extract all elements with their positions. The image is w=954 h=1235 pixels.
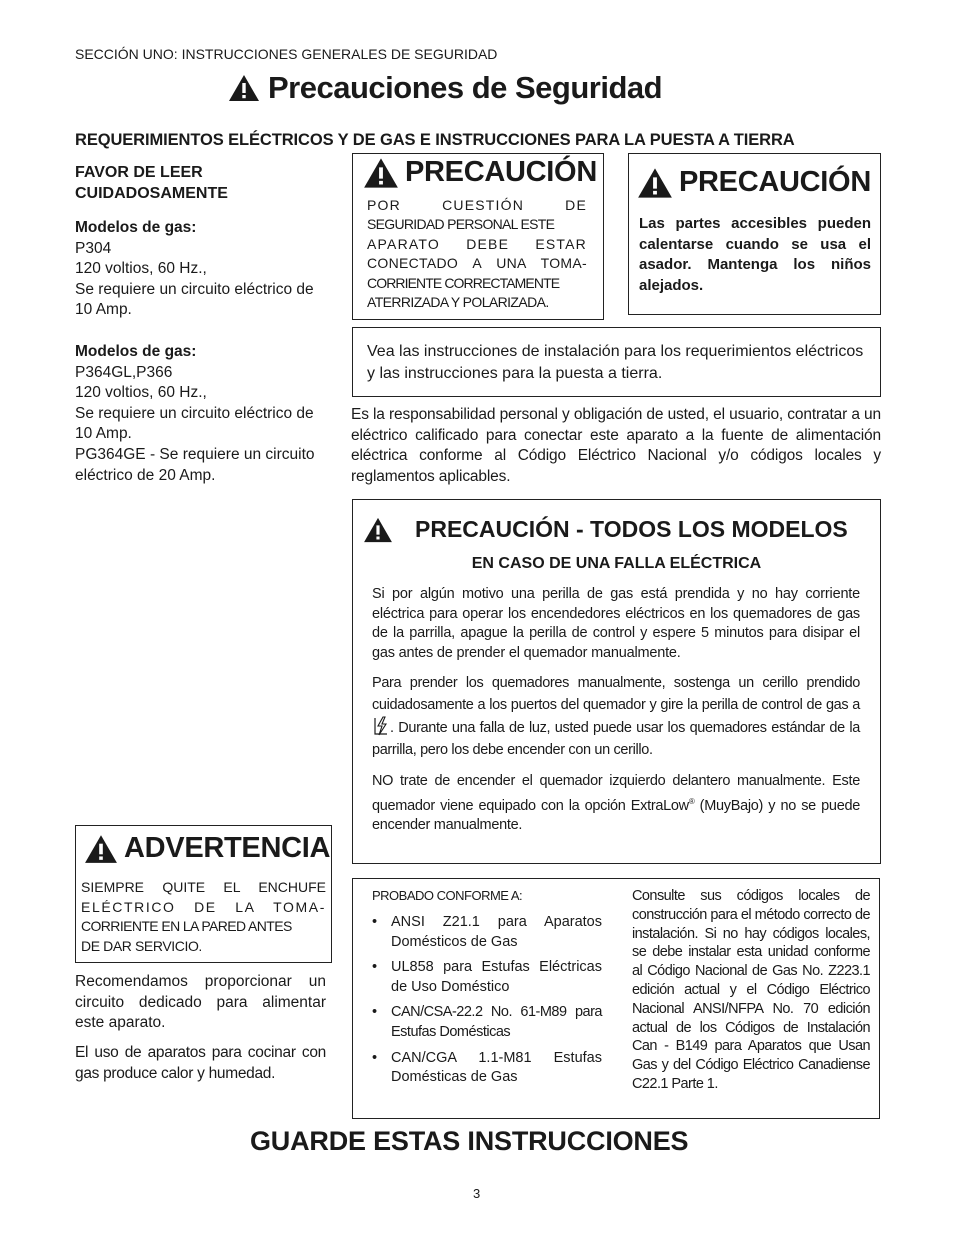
caution-all-paragraph-3 bbox=[372, 772, 860, 836]
model-circuit-line: Se requiere un circuito eléctrico de bbox=[75, 404, 314, 422]
caution-line: CORRIENTE CORRECTAMENTE bbox=[367, 274, 560, 291]
model-circuit-line: 10 Amp. bbox=[75, 301, 132, 319]
model-voltage: 120 voltios, 60 Hz., bbox=[75, 384, 207, 402]
caution-line: SEGURIDAD PERSONAL ESTE bbox=[367, 216, 555, 233]
certification-box bbox=[352, 878, 880, 1119]
caution-line: POR CUESTIÓN DE bbox=[367, 197, 587, 213]
caution-all-heading bbox=[363, 516, 848, 543]
model-circuit-line: Se requiere un circuito eléctrico de bbox=[75, 280, 314, 298]
caution-all-p2-end: . Durante una falla de luz, usted puede usar los quemadores estándar de la parrilla, pero los debe encender con un cerillo. bbox=[372, 720, 860, 758]
warning-line: DE DAR SERVICIO. bbox=[81, 938, 202, 955]
gas-models-block-2 bbox=[75, 342, 335, 486]
caution-box-text bbox=[367, 196, 587, 312]
page-number: 3 bbox=[473, 1186, 481, 1201]
humidity-note: El uso de aparatos para cocinar con gas produce calor y humedad. bbox=[75, 1044, 326, 1082]
caution-box-text: Las partes accesibles pueden calentarse cuando se usa el asador. Mantenga los niños alejados. bbox=[639, 215, 871, 294]
caution-line: ATERRIZADA Y POLARIZADA. bbox=[367, 294, 549, 311]
section-subheading: REQUERIMIENTOS ELÉCTRICOS Y DE GAS E INSTRUCCIONES PARA LA PUESTA A TIERRA bbox=[75, 131, 795, 149]
caution-box-title: PRECAUCIÓN bbox=[405, 156, 597, 188]
caution-line: APARATO DEBE ESTAR bbox=[367, 235, 587, 252]
caution-box-hot-surfaces bbox=[628, 153, 881, 315]
model-number: P364GL,P366 bbox=[75, 363, 173, 381]
certification-item: • CAN/CGA 1.1-M81 Estufas Domésticas de Gas bbox=[372, 1049, 602, 1088]
warning-triangle-icon bbox=[228, 74, 260, 102]
caution-box-grounding bbox=[352, 153, 604, 320]
section-label: SECCIÓN UNO: INSTRUCCIONES GENERALES DE SEGURIDAD bbox=[75, 46, 498, 62]
read-carefully-line1: FAVOR DE LEER bbox=[75, 164, 203, 181]
warning-box-title: ADVERTENCIA bbox=[124, 832, 331, 864]
lightning-bolt-icon bbox=[372, 716, 390, 736]
warning-triangle-icon bbox=[637, 167, 673, 199]
caution-box-all-models bbox=[352, 499, 881, 864]
caution-all-p3-start: NO trate de encender el quemador izquierdo delantero manualmente. Este quemador viene equipado con la opción ExtraLow bbox=[372, 773, 860, 814]
model-circuit-line: 10 Amp. bbox=[75, 425, 132, 443]
model-number: P304 bbox=[75, 239, 112, 257]
warning-box-heading bbox=[84, 832, 330, 865]
warning-line: ELÉCTRICO DE LA TOMA- bbox=[81, 898, 326, 915]
certification-label: PROBADO CONFORME A: bbox=[372, 888, 523, 903]
caution-line: CONECTADO A UNA TOMA- bbox=[367, 255, 587, 272]
registered-mark: ® bbox=[688, 796, 695, 806]
certification-item: • CAN/CSA-22.2 No. 61-M89 para Estufas Domésticas bbox=[372, 1003, 602, 1042]
caution-all-paragraph-2 bbox=[372, 672, 860, 761]
responsibility-paragraph: Es la responsabilidad personal y obligación de usted, el usuario, contratar a un eléctrico calificado para conectar este aparato a la fuente de alimentación eléctrica conforme al Código Eléctrico Nacional y/o códigos locales y reglamentos aplicables. bbox=[351, 406, 881, 485]
caution-all-title: PRECAUCIÓN - TODOS LOS MODELOS bbox=[415, 516, 848, 542]
installation-note-text: Vea las instrucciones de instalación para los requerimientos eléctricos y las instrucciones para la puesta a tierra. bbox=[367, 343, 864, 382]
warning-line: CORRIENTE EN LA PARED ANTES bbox=[81, 918, 292, 935]
caution-all-paragraph-1: Si por algún motivo una perilla de gas está prendida y no hay corriente eléctrica para operar los encendedores eléctricos en los quemadores de gas de la parrilla, apague la perilla de control y espere 5 minutos para disipar el gas antes de prender el quemador manualmente. bbox=[372, 586, 860, 661]
warning-box bbox=[75, 825, 332, 963]
caution-box-heading bbox=[363, 156, 597, 189]
caution-all-p2-start: Para prender los quemadores manualmente, sostenga un cerillo prendido cuidadosamente a los puertos del quemador y gire la perilla de control de gas a bbox=[372, 675, 860, 713]
warning-line: SIEMPRE QUITE EL ENCHUFE bbox=[81, 879, 326, 895]
warning-triangle-icon bbox=[363, 157, 399, 189]
certification-item: • UL858 para Estufas Eléctricas de Uso Doméstico bbox=[372, 958, 602, 997]
warning-box-text bbox=[81, 878, 326, 957]
read-carefully-line2: CUIDADOSAMENTE bbox=[75, 185, 228, 202]
warning-triangle-icon bbox=[84, 834, 118, 864]
local-codes-text: Consulte sus códigos locales de construcción para el método correcto de instalación. Si no hay códigos locales, se debe instalar esta unidad conforme al Código Nacional de Gas No. Z223.1 edición actual y el Código Eléctrico Nacional ANSI/NFPA No. 70 edición actual de los Códigos de Instalación Can - B149 para Aparatos que Usan Gas y del Código Eléctrico Canadiense C22.1 Parte 1. bbox=[632, 888, 870, 1092]
installation-note-box bbox=[352, 327, 881, 397]
certification-item: • ANSI Z21.1 para Aparatos Domésticos de Gas bbox=[372, 913, 602, 952]
save-instructions-title: GUARDE ESTAS INSTRUCCIONES bbox=[250, 1126, 689, 1156]
caution-box-heading bbox=[637, 166, 871, 199]
caution-all-subtitle: EN CASO DE UNA FALLA ELÉCTRICA bbox=[471, 555, 762, 572]
warning-triangle-icon bbox=[363, 517, 393, 543]
read-carefully-heading bbox=[75, 162, 228, 204]
certification-list bbox=[372, 913, 602, 1094]
model-extra-line: eléctrico de 20 Amp. bbox=[75, 466, 216, 484]
models-label: Modelos de gas: bbox=[75, 343, 197, 360]
models-label: Modelos de gas: bbox=[75, 219, 197, 236]
dedicated-circuit-note: Recomendamos proporcionar un circuito dedicado para alimentar este aparato. bbox=[75, 973, 326, 1032]
page-title bbox=[228, 70, 662, 106]
model-extra-line: PG364GE - Se requiere un circuito bbox=[75, 445, 315, 463]
model-voltage: 120 voltios, 60 Hz., bbox=[75, 260, 207, 278]
page-title-text: Precauciones de Seguridad bbox=[268, 70, 663, 105]
caution-all-p3-end: (MuyBajo) y no se puede encender manualmente. bbox=[372, 797, 860, 834]
gas-models-block-1 bbox=[75, 218, 335, 321]
caution-box-title: PRECAUCIÓN bbox=[679, 166, 871, 198]
